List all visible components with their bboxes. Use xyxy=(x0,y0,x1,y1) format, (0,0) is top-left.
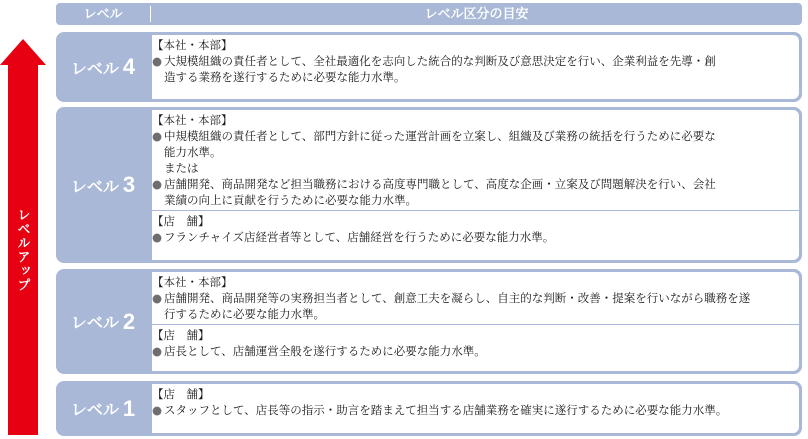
level-2-badge xyxy=(56,269,150,374)
level-2-number: 2 xyxy=(122,308,136,334)
level-up-arrow xyxy=(8,64,38,435)
table-header xyxy=(56,3,802,25)
level-2-row xyxy=(56,269,802,374)
criteria-text: 中規模組織の責任者として、部門方針に従った運営計画を立案し、組織及び業務の統括を行うために必要な xyxy=(164,129,716,143)
criteria-text-cont: 業績の向上に貢献を行うために必要な能力水準。 xyxy=(164,193,417,207)
store-heading: 【店 舗】 xyxy=(152,214,210,228)
level-3-content xyxy=(152,110,799,260)
level-1-content xyxy=(152,384,799,433)
level-4-number: 4 xyxy=(122,54,136,79)
level-2-label: レベル xyxy=(70,315,119,332)
hq-heading: 【本社・本部】 xyxy=(152,38,233,52)
criteria-text: 店長として、店舗運営全般を遂行するために必要な能力水準。 xyxy=(164,344,486,358)
criteria-text-cont: 行するために必要な能力水準。 xyxy=(164,307,325,321)
criteria-text: 店舗開発、商品開発等の実務担当者として、創意工夫を凝らし、自主的な判断・改善・提案を行いながら職務を遂 xyxy=(164,291,751,305)
bullet-icon: ● xyxy=(152,129,163,143)
level-3-number: 3 xyxy=(122,172,136,197)
bullet-icon: ● xyxy=(152,54,163,68)
level-4-label: レベル xyxy=(70,60,119,78)
level-1-number: 1 xyxy=(122,395,136,421)
level-up-arrow-head xyxy=(0,39,46,65)
bullet-icon: ● xyxy=(152,403,163,417)
or-connector: または xyxy=(164,161,199,175)
bullet-icon: ● xyxy=(152,177,163,191)
level-4-hq-section xyxy=(152,35,799,87)
criteria-text: フランチャイズ店経営者等として、店舗経営を行うために必要な能力水準。 xyxy=(164,230,555,244)
criteria-text-cont: 能力水準。 xyxy=(164,145,222,159)
level-2-hq-section xyxy=(152,272,799,324)
level-3-hq-section xyxy=(152,110,799,210)
hq-heading: 【本社・本部】 xyxy=(152,113,233,127)
bullet-icon: ● xyxy=(152,344,163,358)
level-1-row xyxy=(56,381,802,436)
header-description-label: レベル区分の目安 xyxy=(424,6,529,21)
criteria-text: 店舗開発、商品開発など担当職務における高度専門職として、高度な企画・立案及び問題解決を行い、会社 xyxy=(164,177,716,191)
level-1-badge xyxy=(56,381,150,436)
store-heading: 【店 舗】 xyxy=(152,387,210,401)
hq-heading: 【本社・本部】 xyxy=(152,275,233,289)
level-2-store-section xyxy=(152,324,799,361)
criteria-text: スタッフとして、店長等の指示・助言を踏まえて担当する店舗業務を確実に遂行するために必要な能力水準。 xyxy=(164,403,728,417)
level-4-badge xyxy=(56,32,150,102)
level-3-row xyxy=(56,107,802,263)
level-1-label: レベル xyxy=(70,402,119,419)
criteria-text: 大規模組織の責任者として、全社最適化を志向した統合的な判断及び意思決定を行い、企業利益を先導・創 xyxy=(164,54,716,68)
level-4-content xyxy=(152,35,799,99)
level-4-row xyxy=(56,32,802,102)
header-level-label: レベル xyxy=(83,6,123,21)
criteria-text-cont: 造する業務を遂行するために必要な能力水準。 xyxy=(164,70,406,84)
level-1-store-section xyxy=(152,384,799,420)
level-3-badge xyxy=(56,107,150,263)
bullet-icon: ● xyxy=(152,291,163,305)
level-2-content xyxy=(152,272,799,371)
level-3-store-section xyxy=(152,210,799,247)
level-up-label: レベルアップ xyxy=(15,207,31,292)
bullet-icon: ● xyxy=(152,230,163,244)
store-heading: 【店 舗】 xyxy=(152,328,210,342)
level-3-label: レベル xyxy=(70,178,119,196)
